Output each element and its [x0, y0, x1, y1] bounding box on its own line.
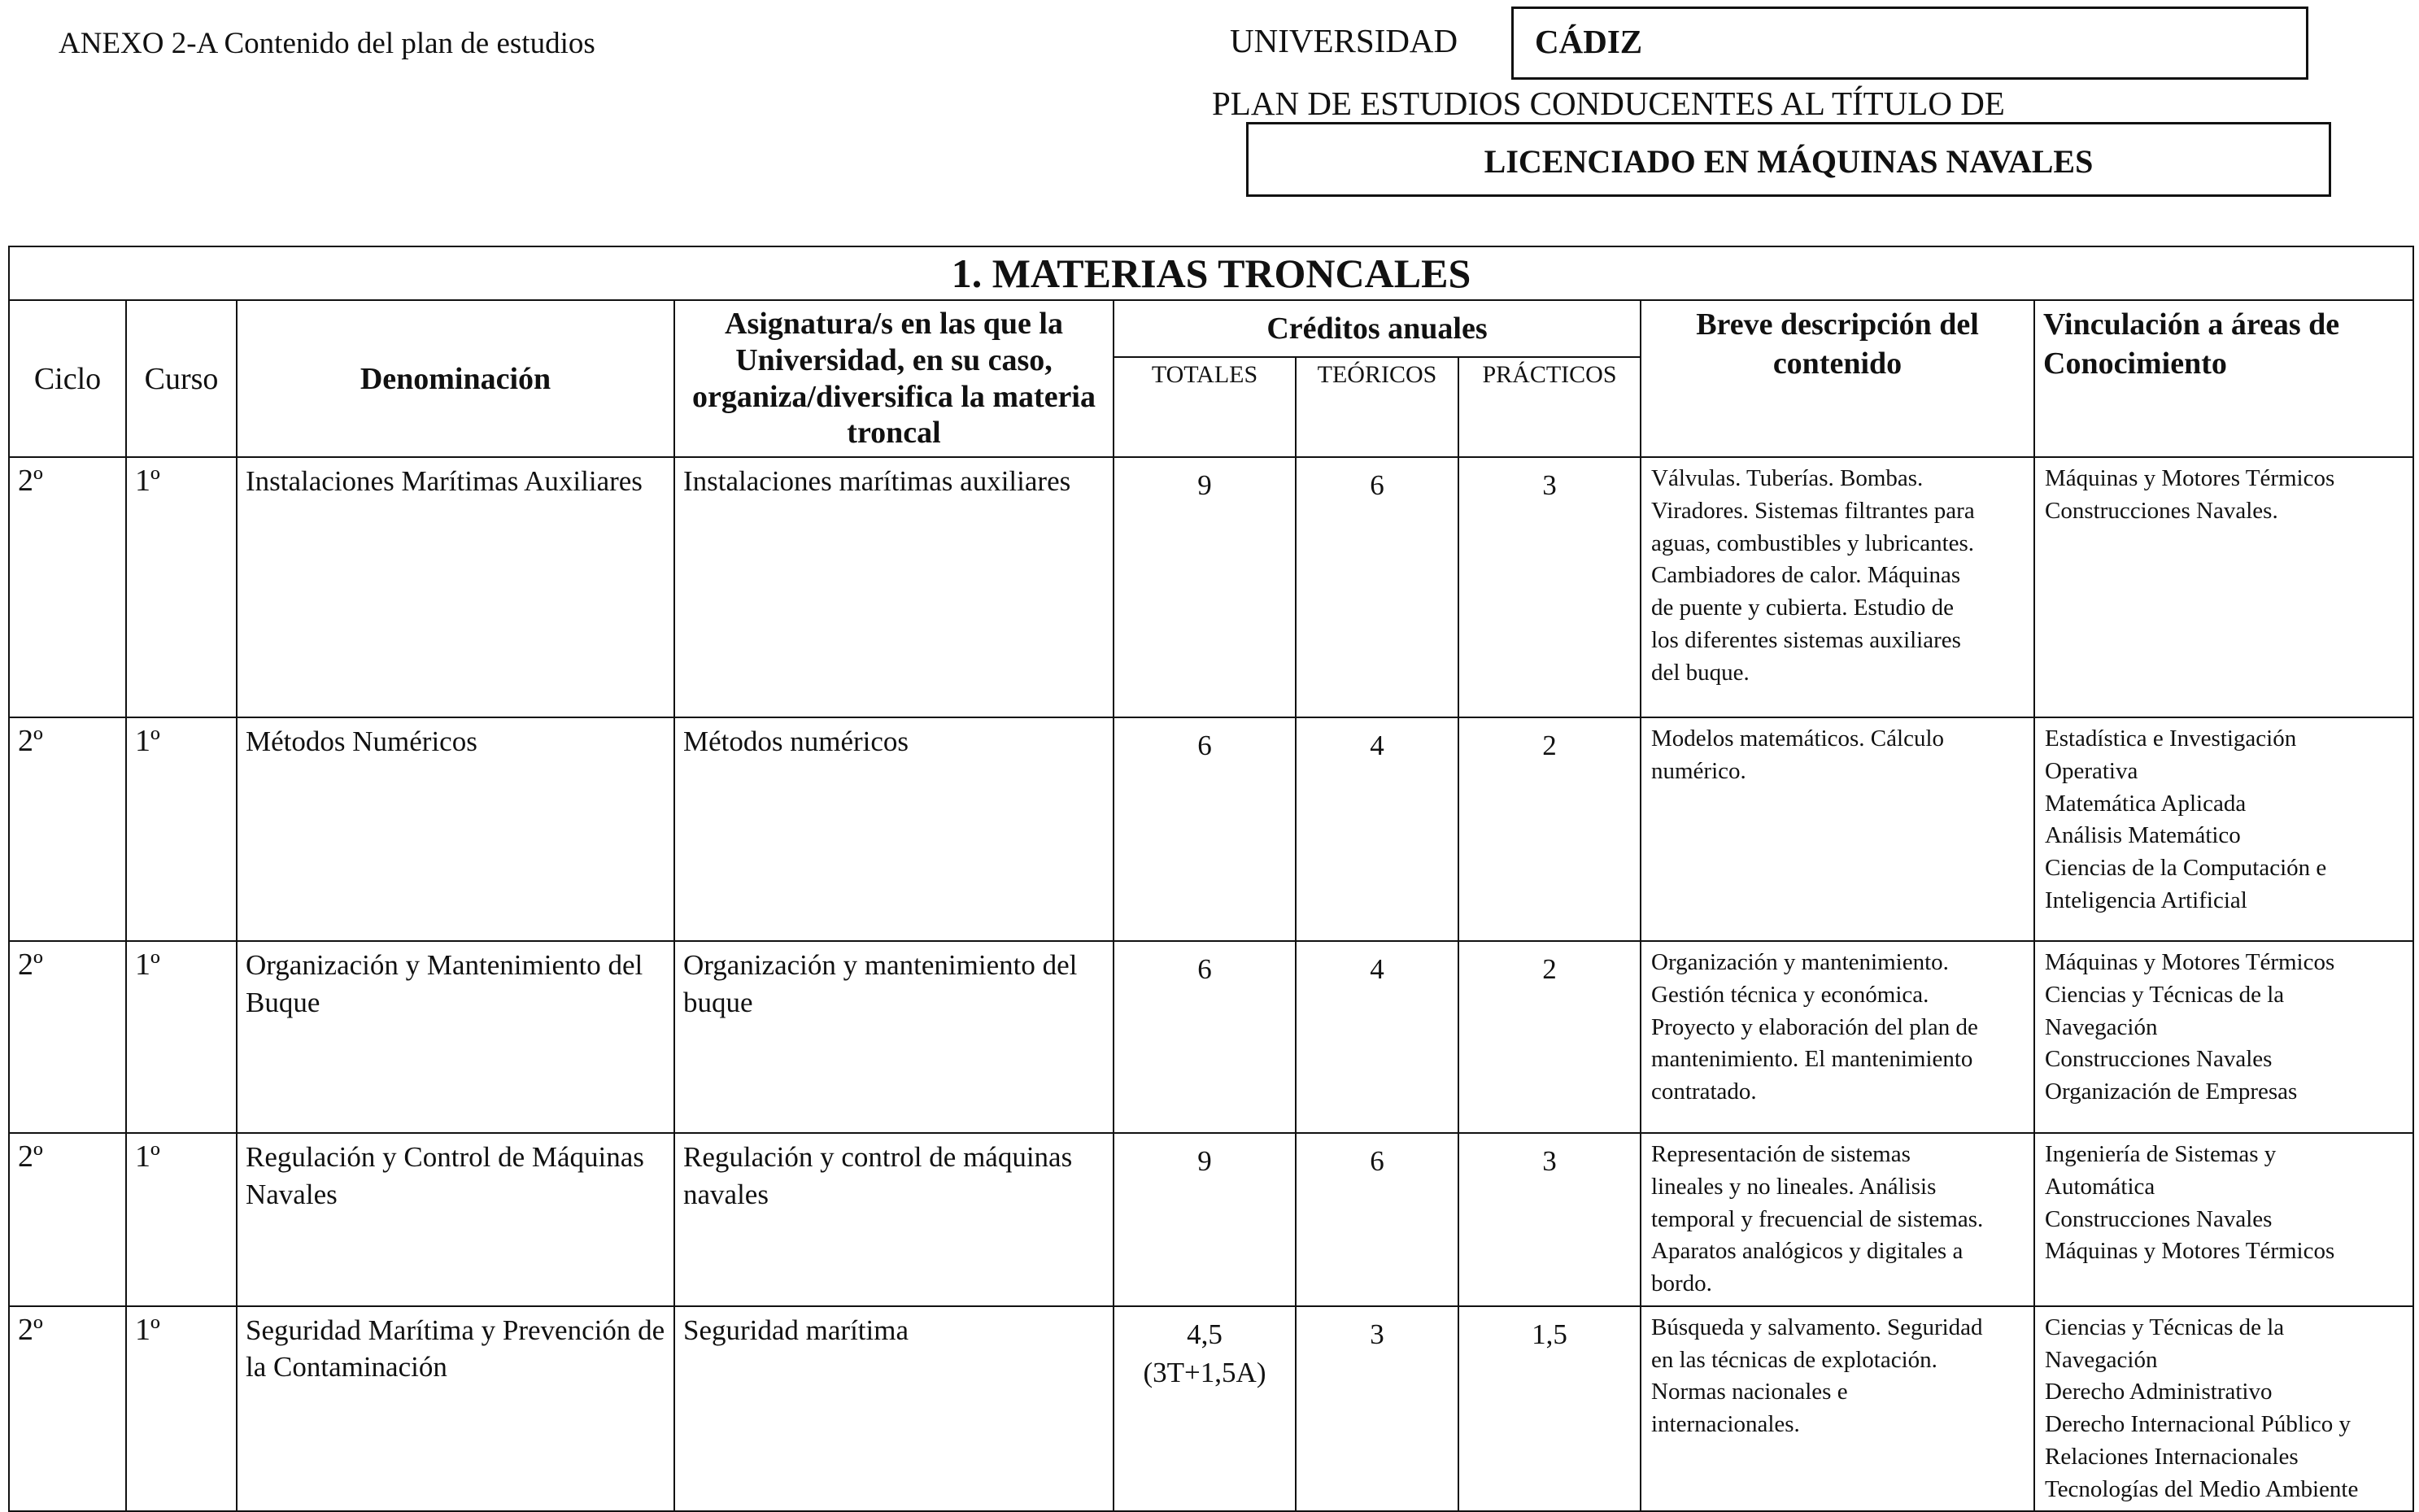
header-vinculacion: Vinculación a áreas de Conocimiento [2034, 300, 2413, 457]
cell-curso: 1º [126, 1306, 237, 1511]
header-asignaturas: Asignatura/s en las que la Universidad, en su caso, organiza/diversifica la materia troncal [674, 300, 1114, 457]
cell-practicos: 3 [1458, 457, 1641, 717]
cell-totales [1114, 1133, 1296, 1306]
vinc-line: Derecho Internacional Público y [2045, 1411, 2351, 1438]
cell-vinculacion [2034, 457, 2413, 717]
cell-totales [1114, 941, 1296, 1133]
cell-totales [1114, 457, 1296, 717]
desc-line: lineales y no lineales. Análisis [1651, 1174, 1937, 1200]
cell-curso: 1º [126, 941, 237, 1133]
cell-ciclo: 2º [9, 1306, 126, 1511]
header-totales: TOTALES [1114, 357, 1296, 458]
desc-line: temporal y frecuencial de sistemas. [1651, 1205, 1984, 1232]
desc-line: Viradores. Sistemas filtrantes para [1651, 498, 1975, 525]
cell-vinculacion [2034, 717, 2413, 941]
cell-curso: 1º [126, 1133, 237, 1306]
cell-asignatura: Regulación y control de máquinas navales [674, 1133, 1114, 1306]
table-row [9, 941, 2413, 1133]
vinc-line: Relaciones Internacionales [2045, 1443, 2299, 1470]
cell-ciclo: 2º [9, 717, 126, 941]
cell-vinculacion [2034, 1133, 2413, 1306]
table-row [9, 717, 2413, 941]
cell-teoricos: 3 [1296, 1306, 1458, 1511]
desc-line: Normas nacionales e [1651, 1379, 1848, 1405]
vinc-line: Máquinas y Motores Térmicos [2045, 949, 2335, 976]
desc-line: del buque. [1651, 659, 1750, 686]
cell-practicos: 2 [1458, 941, 1641, 1133]
cell-descripcion [1641, 457, 2034, 717]
totales-value: 9 [1197, 1145, 1212, 1178]
desc-line: contratado. [1651, 1078, 1757, 1105]
vinc-line: Estadística e Investigación [2045, 725, 2297, 752]
cell-curso: 1º [126, 717, 237, 941]
vinc-line: Análisis Matemático [2045, 822, 2241, 849]
desc-line: Aparatos analógicos y digitales a [1651, 1238, 1964, 1265]
desc-line: Cambiadores de calor. Máquinas [1651, 562, 1961, 589]
cell-vinculacion [2034, 941, 2413, 1133]
vinc-line: Máquinas y Motores Térmicos [2045, 1238, 2335, 1265]
header-teoricos: TEÓRICOS [1296, 357, 1458, 458]
desc-line: los diferentes sistemas auxiliares [1651, 626, 1961, 653]
cell-vinculacion [2034, 1306, 2413, 1511]
header-practicos: PRÁCTICOS [1458, 357, 1641, 458]
vinc-line: Ciencias y Técnicas de la [2045, 982, 2285, 1009]
table-row [9, 1133, 2413, 1306]
cell-practicos: 1,5 [1458, 1306, 1641, 1511]
cell-descripcion [1641, 717, 2034, 941]
cell-denominacion: Organización y Mantenimiento del Buque [237, 941, 674, 1133]
plan-label: PLAN DE ESTUDIOS CONDUCENTES AL TÍTULO DE [1212, 85, 2005, 122]
table-row [9, 1306, 2413, 1511]
vinc-line: Construcciones Navales. [2045, 498, 2278, 525]
cell-curso: 1º [126, 457, 237, 717]
cell-totales [1114, 1306, 1296, 1511]
cell-denominacion: Seguridad Marítima y Prevención de la Contaminación [237, 1306, 674, 1511]
header-denominacion: Denominación [237, 300, 674, 457]
header-descripcion: Breve descripción del contenido [1641, 300, 2034, 457]
vinc-line: Automática [2045, 1174, 2155, 1200]
vinc-line: Organización de Empresas [2045, 1078, 2298, 1105]
cell-teoricos: 4 [1296, 941, 1458, 1133]
vinc-line: Derecho Administrativo [2045, 1379, 2273, 1405]
vinc-line: Matemática Aplicada [2045, 790, 2247, 817]
vinc-line: Operativa [2045, 758, 2138, 785]
desc-line: Modelos matemáticos. Cálculo [1651, 725, 1945, 752]
cell-descripcion [1641, 1306, 2034, 1511]
cell-denominacion: Métodos Numéricos [237, 717, 674, 941]
header-creditos: Créditos anuales [1114, 300, 1641, 357]
cell-descripcion [1641, 941, 2034, 1133]
section-title: 1. MATERIAS TRONCALES [9, 246, 2413, 300]
desc-line: Válvulas. Tuberías. Bombas. [1651, 465, 1924, 492]
cell-practicos: 2 [1458, 717, 1641, 941]
cell-asignatura: Organización y mantenimiento del buque [674, 941, 1114, 1133]
totales-value: 6 [1197, 730, 1212, 762]
header-curso: Curso [126, 300, 237, 457]
vinc-line: Construcciones Navales [2045, 1046, 2273, 1073]
university-label: UNIVERSIDAD [1230, 22, 1458, 59]
desc-line: Representación de sistemas [1651, 1141, 1911, 1168]
desc-line: aguas, combustibles y lubricantes. [1651, 529, 1975, 556]
cell-teoricos: 6 [1296, 457, 1458, 717]
cell-teoricos: 6 [1296, 1133, 1458, 1306]
desc-line: mantenimiento. El mantenimiento [1651, 1046, 1973, 1073]
cell-ciclo: 2º [9, 941, 126, 1133]
cell-practicos: 3 [1458, 1133, 1641, 1306]
degree-title-box: LICENCIADO EN MÁQUINAS NAVALES [1246, 122, 2331, 197]
desc-line: de puente y cubierta. Estudio de [1651, 595, 1955, 621]
vinc-line: Ingeniería de Sistemas y [2045, 1141, 2277, 1168]
cell-teoricos: 4 [1296, 717, 1458, 941]
university-name-box: CÁDIZ [1511, 7, 2308, 80]
troncales-table [8, 246, 2414, 1512]
desc-line: Gestión técnica y económica. [1651, 982, 1929, 1009]
totales-value: 4,5 [1187, 1318, 1223, 1350]
vinc-line: Inteligencia Artificial [2045, 887, 2247, 913]
cell-ciclo: 2º [9, 457, 126, 717]
vinc-line: Construcciones Navales [2045, 1205, 2273, 1232]
cell-asignatura: Métodos numéricos [674, 717, 1114, 941]
cell-denominacion: Regulación y Control de Máquinas Navales [237, 1133, 674, 1306]
annex-label: ANEXO 2-A Contenido del plan de estudios [59, 27, 595, 60]
vinc-line: Ciencias y Técnicas de la [2045, 1314, 2285, 1340]
cell-descripcion [1641, 1133, 2034, 1306]
cell-ciclo: 2º [9, 1133, 126, 1306]
desc-line: Búsqueda y salvamento. Seguridad [1651, 1314, 1983, 1340]
desc-line: Proyecto y elaboración del plan de [1651, 1013, 1978, 1040]
cell-totales [1114, 717, 1296, 941]
desc-line: bordo. [1651, 1270, 1712, 1297]
vinc-line: Máquinas y Motores Térmicos [2045, 465, 2335, 492]
vinc-line: Tecnologías del Medio Ambiente [2045, 1475, 2359, 1502]
desc-line: en las técnicas de explotación. [1651, 1346, 1937, 1373]
cell-denominacion: Instalaciones Marítimas Auxiliares [237, 457, 674, 717]
desc-line: numérico. [1651, 758, 1746, 785]
cell-asignatura: Instalaciones marítimas auxiliares [674, 457, 1114, 717]
vinc-line: Navegación [2045, 1013, 2158, 1040]
header-ciclo: Ciclo [9, 300, 126, 457]
totales-value: 9 [1197, 469, 1212, 502]
table-row [9, 457, 2413, 717]
cell-asignatura: Seguridad marítima [674, 1306, 1114, 1511]
desc-line: internacionales. [1651, 1411, 1800, 1438]
vinc-line: Navegación [2045, 1346, 2158, 1373]
desc-line: Organización y mantenimiento. [1651, 949, 1949, 976]
totales-extra: (3T+1,5A) [1143, 1357, 1266, 1389]
totales-value: 6 [1197, 953, 1212, 986]
vinc-line: Ciencias de la Computación e [2045, 855, 2327, 882]
